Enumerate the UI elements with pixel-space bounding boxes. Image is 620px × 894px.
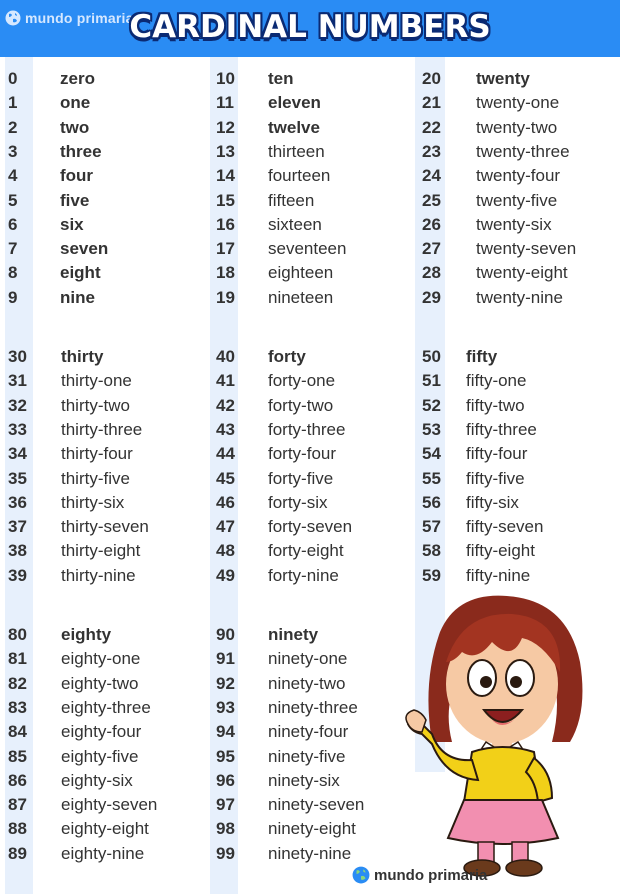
number-word: twelve bbox=[268, 117, 320, 137]
number-digit: 81 bbox=[8, 649, 27, 669]
number-digit: 96 bbox=[216, 770, 235, 790]
number-word: fourteen bbox=[268, 166, 331, 186]
number-word: sixteen bbox=[268, 214, 322, 234]
number-digit: 48 bbox=[216, 541, 235, 561]
number-word: ninety-seven bbox=[268, 795, 365, 815]
number-digit: 49 bbox=[216, 565, 235, 585]
number-digit: 7 bbox=[8, 239, 18, 259]
number-digit: 40 bbox=[216, 347, 235, 366]
number-digit: 23 bbox=[422, 141, 441, 161]
number-word: eighty-six bbox=[61, 770, 133, 790]
number-word: forty-seven bbox=[268, 517, 353, 537]
number-digit: 29 bbox=[422, 287, 441, 307]
number-word: eighty-nine bbox=[61, 843, 145, 863]
number-word: ninety-nine bbox=[268, 843, 352, 863]
number-word: seven bbox=[60, 239, 109, 259]
number-word: twenty-nine bbox=[476, 287, 563, 307]
number-digit: 87 bbox=[8, 795, 27, 815]
number-digit: 89 bbox=[8, 843, 27, 863]
number-digit: 0 bbox=[8, 69, 18, 88]
number-digit: 1 bbox=[8, 93, 18, 113]
number-digit: 34 bbox=[8, 444, 27, 464]
number-word: forty-five bbox=[268, 468, 334, 488]
number-word: twenty-four bbox=[476, 166, 561, 186]
number-digit: 30 bbox=[8, 347, 27, 366]
number-digit: 58 bbox=[422, 541, 441, 561]
number-digit: 25 bbox=[422, 190, 441, 210]
number-word: thirty-three bbox=[61, 419, 143, 439]
number-digit: 13 bbox=[216, 141, 235, 161]
number-digit: 38 bbox=[8, 541, 27, 561]
number-digit: 43 bbox=[216, 419, 235, 439]
number-digit: 59 bbox=[422, 565, 441, 585]
number-word: ninety-eight bbox=[268, 819, 356, 839]
number-word: fifty-five bbox=[466, 468, 525, 488]
number-word: thirty-four bbox=[61, 444, 133, 464]
number-word: eighty-five bbox=[61, 746, 139, 766]
number-digit: 86 bbox=[8, 770, 27, 790]
number-word: eighteen bbox=[268, 263, 334, 283]
number-digit: 28 bbox=[422, 263, 441, 283]
cartoon-girl-illustration bbox=[402, 592, 592, 882]
number-word: ninety-six bbox=[268, 770, 340, 790]
number-word: thirty-six bbox=[61, 492, 125, 512]
number-digit: 26 bbox=[422, 214, 441, 234]
header-bar bbox=[0, 0, 620, 57]
number-word: four bbox=[60, 166, 94, 186]
number-digit: 35 bbox=[8, 468, 27, 488]
number-word: fifty-three bbox=[466, 419, 537, 439]
number-digit: 32 bbox=[8, 395, 27, 415]
number-word: ninety bbox=[268, 625, 319, 644]
number-word: twenty-three bbox=[476, 141, 570, 161]
number-digit: 2 bbox=[8, 117, 18, 137]
number-digit: 95 bbox=[216, 746, 235, 766]
number-word: eighty-eight bbox=[61, 819, 149, 839]
number-word: forty-three bbox=[268, 419, 346, 439]
number-word: thirty-eight bbox=[61, 541, 141, 561]
number-word: fifty-eight bbox=[466, 541, 535, 561]
number-word: five bbox=[60, 190, 90, 210]
number-word: forty-one bbox=[268, 371, 336, 391]
number-word: thirteen bbox=[268, 141, 325, 161]
number-digit: 83 bbox=[8, 697, 27, 717]
number-word: forty-six bbox=[268, 492, 328, 512]
number-digit: 53 bbox=[422, 419, 441, 439]
number-digit: 57 bbox=[422, 517, 441, 537]
number-digit: 56 bbox=[422, 492, 441, 512]
number-digit: 8 bbox=[8, 263, 18, 283]
number-digit: 16 bbox=[216, 214, 235, 234]
number-word: forty-two bbox=[268, 395, 334, 415]
number-word: fifty-four bbox=[466, 444, 528, 464]
number-digit: 27 bbox=[422, 239, 441, 259]
number-word: forty-nine bbox=[268, 565, 339, 585]
number-digit: 80 bbox=[8, 625, 27, 644]
number-digit: 55 bbox=[422, 468, 441, 488]
number-digit: 10 bbox=[216, 69, 235, 88]
number-digit: 24 bbox=[422, 166, 441, 186]
number-digit: 14 bbox=[216, 166, 235, 186]
number-digit: 51 bbox=[422, 371, 441, 391]
number-digit: 3 bbox=[8, 141, 18, 161]
number-digit: 45 bbox=[216, 468, 235, 488]
number-word: twenty-eight bbox=[476, 263, 568, 283]
number-digit: 36 bbox=[8, 492, 27, 512]
number-word: twenty-seven bbox=[476, 239, 577, 259]
number-digit: 22 bbox=[422, 117, 441, 137]
number-digit: 97 bbox=[216, 795, 235, 815]
number-digit: 84 bbox=[8, 722, 27, 742]
number-digit: 12 bbox=[216, 117, 235, 137]
number-digit: 85 bbox=[8, 746, 27, 766]
number-digit: 6 bbox=[8, 214, 18, 234]
globe-icon bbox=[352, 866, 370, 884]
number-word: ninety-three bbox=[268, 697, 358, 717]
number-digit: 9 bbox=[8, 287, 18, 307]
number-digit: 88 bbox=[8, 819, 27, 839]
number-word: fifty-two bbox=[466, 395, 525, 415]
number-digit: 91 bbox=[216, 649, 235, 669]
number-word: zero bbox=[60, 69, 95, 88]
number-digit: 44 bbox=[216, 444, 235, 464]
number-word: eighty bbox=[61, 625, 112, 644]
number-word: eight bbox=[60, 263, 101, 283]
number-digit: 11 bbox=[216, 93, 234, 113]
footer-brand-name: mundo primaria bbox=[374, 866, 488, 884]
number-word: one bbox=[60, 93, 91, 113]
number-digit: 4 bbox=[8, 166, 18, 186]
number-word: ninety-five bbox=[268, 746, 346, 766]
number-digit: 18 bbox=[216, 263, 235, 283]
footer-brand-logo[interactable] bbox=[352, 866, 487, 884]
number-word: fifty bbox=[466, 347, 498, 366]
number-word: fifty-six bbox=[466, 492, 519, 512]
number-digit: 82 bbox=[8, 673, 27, 693]
number-word: eleven bbox=[268, 93, 321, 113]
number-digit: 17 bbox=[216, 239, 235, 259]
number-word: ninety-four bbox=[268, 722, 349, 742]
number-digit: 33 bbox=[8, 419, 27, 439]
number-digit: 99 bbox=[216, 843, 235, 863]
number-digit: 47 bbox=[216, 517, 235, 537]
number-word: twenty-six bbox=[476, 214, 552, 234]
number-word: eighty-one bbox=[61, 649, 141, 669]
number-word: twenty bbox=[476, 69, 530, 88]
number-digit: 46 bbox=[216, 492, 235, 512]
number-word: three bbox=[60, 141, 102, 161]
number-word: ninety-two bbox=[268, 673, 346, 693]
number-digit: 5 bbox=[8, 190, 18, 210]
number-word: eighty-seven bbox=[61, 795, 158, 815]
number-word: thirty-five bbox=[61, 468, 130, 488]
number-word: forty-four bbox=[268, 444, 337, 464]
number-digit: 93 bbox=[216, 697, 235, 717]
number-word: eighty-four bbox=[61, 722, 142, 742]
number-word: eighty-two bbox=[61, 673, 139, 693]
number-word: ninety-one bbox=[268, 649, 348, 669]
number-digit: 41 bbox=[216, 371, 235, 391]
number-word: twenty-five bbox=[476, 190, 558, 210]
number-digit: 54 bbox=[422, 444, 441, 464]
number-word: ten bbox=[268, 69, 294, 88]
number-word: thirty-nine bbox=[61, 565, 136, 585]
number-word: nineteen bbox=[268, 287, 334, 307]
number-digit: 19 bbox=[216, 287, 235, 307]
number-word: nine bbox=[60, 287, 95, 307]
number-word: twenty-two bbox=[476, 117, 558, 137]
number-word: thirty-two bbox=[61, 395, 130, 415]
number-word: eighty-three bbox=[61, 697, 151, 717]
number-digit: 37 bbox=[8, 517, 27, 537]
number-digit: 42 bbox=[216, 395, 235, 415]
number-digit: 31 bbox=[8, 371, 27, 391]
number-digit: 50 bbox=[422, 347, 441, 366]
number-word: two bbox=[60, 117, 90, 137]
number-word: fifty-one bbox=[466, 371, 527, 391]
page-title: CARDINAL NUMBERS bbox=[129, 9, 491, 45]
number-digit: 90 bbox=[216, 625, 235, 644]
number-word: thirty-seven bbox=[61, 517, 149, 537]
number-word: seventeen bbox=[268, 239, 347, 259]
number-digit: 21 bbox=[422, 93, 441, 113]
number-digit: 94 bbox=[216, 722, 235, 742]
number-digit: 98 bbox=[216, 819, 235, 839]
brand-name: mundo primaria bbox=[25, 10, 134, 26]
number-word: forty bbox=[268, 347, 306, 366]
number-word: thirty-one bbox=[61, 371, 132, 391]
number-word: six bbox=[60, 214, 84, 234]
number-word: fifty-seven bbox=[466, 517, 544, 537]
number-digit: 20 bbox=[422, 69, 441, 88]
number-digit: 15 bbox=[216, 190, 235, 210]
number-word: twenty-one bbox=[476, 93, 560, 113]
number-digit: 52 bbox=[422, 395, 441, 415]
number-word: fifteen bbox=[268, 190, 315, 210]
number-word: forty-eight bbox=[268, 541, 344, 561]
number-word: fifty-nine bbox=[466, 565, 531, 585]
number-digit: 92 bbox=[216, 673, 235, 693]
number-word: thirty bbox=[61, 347, 104, 366]
number-digit: 39 bbox=[8, 565, 27, 585]
